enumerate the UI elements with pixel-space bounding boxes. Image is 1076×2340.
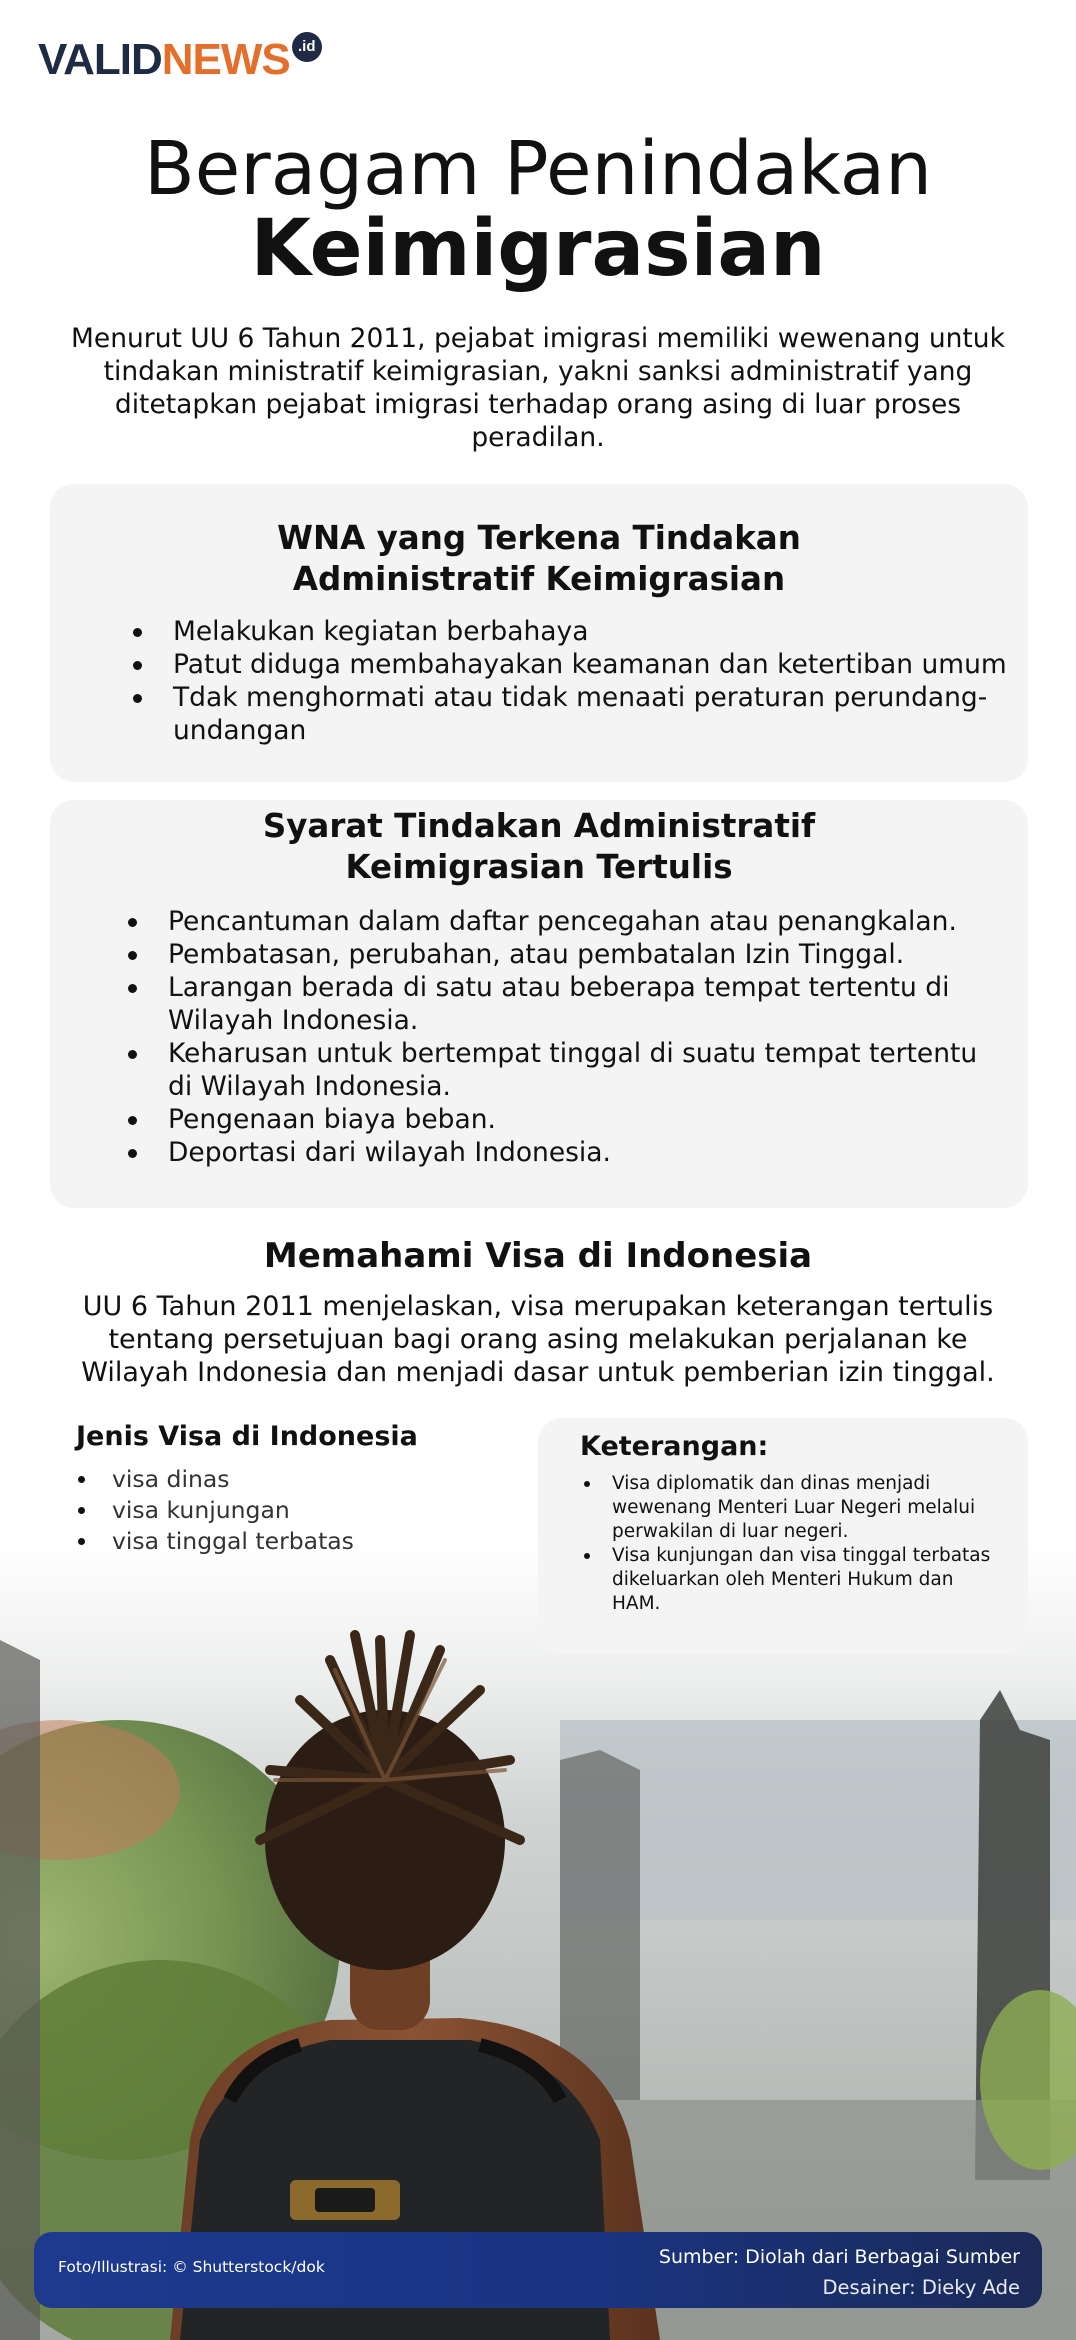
- brand-logo: [38, 35, 322, 84]
- list-item: visa tinggal terbatas: [112, 1526, 496, 1557]
- section-syarat-card: [50, 800, 1028, 1208]
- section-visa-title: Memahami Visa di Indonesia: [263, 1236, 813, 1276]
- source-credit: Sumber: Diolah dari Berbagai Sumber: [658, 2246, 1020, 2268]
- list-item: visa kunjungan: [112, 1495, 496, 1526]
- logo-valid: VALID: [38, 35, 162, 84]
- footer-bar: [34, 2232, 1042, 2308]
- list-item: Deportasi dari wilayah Indonesia.: [168, 1136, 1008, 1169]
- section-wna-card: [50, 484, 1028, 782]
- section-wna-title-line2: Administratif Keimigrasian: [292, 560, 786, 598]
- section-syarat-list: [50, 888, 1028, 1169]
- section-wna-title: [50, 484, 1028, 600]
- section-syarat-title-line2: Keimigrasian Tertulis: [345, 848, 733, 886]
- section-syarat-title-line1: Syarat Tindakan Administratif: [262, 807, 816, 845]
- section-syarat-title: [50, 800, 1028, 888]
- visa-intro-paragraph: UU 6 Tahun 2011 menjelaskan, visa merupakan keterangan tertulis tentang persetujuan bagi orang asing melakukan perjalanan ke Wilayah Indonesia dan menjadi dasar untuk pemberian izin tinggal.: [81, 1291, 995, 1388]
- photo-credit: Foto/Illustrasi: © Shutterstock/dok: [58, 2258, 325, 2276]
- visa-types-title: Jenis Visa di Indonesia: [76, 1421, 418, 1452]
- logo-news: NEWS: [161, 35, 290, 84]
- visa-notes-card: [538, 1418, 1028, 1654]
- traveler-illustration: [0, 1540, 1076, 2340]
- visa-types-list: [76, 1464, 496, 1557]
- list-item: Melakukan kegiatan berbahaya: [173, 615, 1008, 648]
- visa-notes-title: Keterangan:: [580, 1431, 769, 1462]
- traveler-photo: [0, 1540, 1076, 2340]
- page-title-line1: Beragam Penindakan: [144, 126, 932, 212]
- visa-types-block: [76, 1420, 496, 1557]
- list-item: Pencantuman dalam daftar pencegahan atau penangkalan.: [168, 905, 1008, 938]
- list-item: Patut diduga membahayakan keamanan dan ketertiban umum: [173, 649, 1007, 680]
- logo-suffix-badge: .id: [292, 32, 322, 62]
- designer-credit: Desainer: Dieky Ade: [822, 2276, 1020, 2299]
- intro-paragraph: Menurut UU 6 Tahun 2011, pejabat imigrasi memiliki wewenang untuk tindakan ministratif keimigrasian, yakni sanksi administratif yang ditetapkan pejabat imigrasi terhadap orang asing di luar proses peradilan.: [71, 323, 1005, 453]
- list-item: Pengenaan biaya beban.: [168, 1103, 1008, 1136]
- page-title-line2: Keimigrasian: [250, 204, 826, 294]
- list-item: Tdak menghormati atau tidak menaati peraturan perundang-undangan: [173, 681, 1008, 747]
- section-wna-title-line1: WNA yang Terkena Tindakan: [277, 519, 801, 557]
- visa-notes-list: [538, 1472, 1028, 1616]
- list-item: visa dinas: [112, 1464, 496, 1495]
- section-wna-list: [50, 600, 1028, 747]
- list-item: Visa kunjungan dan visa tinggal terbatas dikeluarkan oleh Menteri Hukum dan HAM.: [612, 1544, 998, 1616]
- list-item: Pembatasan, perubahan, atau pembatalan Izin Tinggal.: [168, 938, 1008, 971]
- list-item: Visa diplomatik dan dinas menjadi wewenang Menteri Luar Negeri melalui perwakilan di luar negeri.: [612, 1472, 998, 1544]
- list-item: Keharusan untuk bertempat tinggal di suatu tempat tertentu di Wilayah Indonesia.: [168, 1037, 1008, 1103]
- list-item: Larangan berada di satu atau beberapa tempat tertentu di Wilayah Indonesia.: [168, 971, 1008, 1037]
